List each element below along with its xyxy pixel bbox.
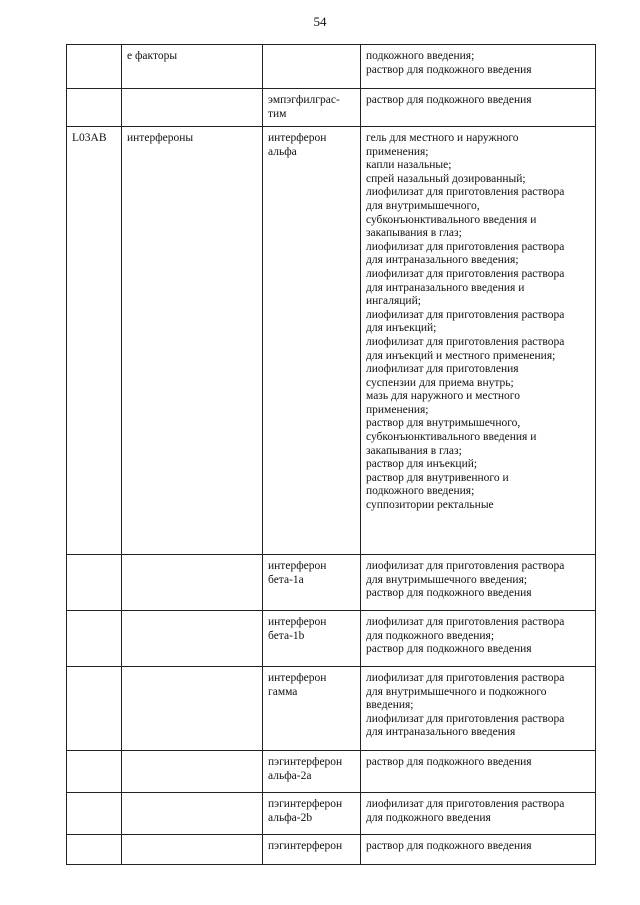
dosage-forms-cell: подкожного введения; раствор для подкожного введения (361, 45, 596, 89)
dosage-forms-cell: лиофилизат для приготовления раствора для внутримышечного и подкожного введения; лиофилизат для приготовления раствора для интраназального введения (361, 667, 596, 751)
dosage-forms-cell: лиофилизат для приготовления раствора для подкожного введения (361, 793, 596, 835)
page-number: 54 (313, 14, 327, 29)
group-name-cell (122, 555, 263, 611)
table-row (67, 555, 596, 611)
atc-code-cell (67, 667, 122, 751)
substance-name-cell: пэгинтерферон альфа-2b (263, 793, 361, 835)
dosage-forms-cell: раствор для подкожного введения (361, 751, 596, 793)
group-name-cell (122, 751, 263, 793)
group-name-cell: е факторы (122, 45, 263, 89)
substance-name-cell: интерферон бета-1b (263, 611, 361, 667)
table-row (67, 89, 596, 127)
table-row (67, 667, 596, 751)
atc-code-cell (67, 751, 122, 793)
table-row (67, 793, 596, 835)
dosage-forms-cell: лиофилизат для приготовления раствора для подкожного введения; раствор для подкожного введения (361, 611, 596, 667)
dosage-forms-cell: раствор для подкожного введения (361, 89, 596, 127)
atc-code-cell (67, 89, 122, 127)
dosage-forms-cell: лиофилизат для приготовления раствора для внутримышечного введения; раствор для подкожного введения (361, 555, 596, 611)
substance-name-cell: эмпэгфилграс- тим (263, 89, 361, 127)
dosage-forms-cell: гель для местного и наружного применения; капли назальные; спрей назальный дозированный; лиофилизат для приготовления раствора для внутримышечного, субконъюнктивального введения и закапывания в глаз; лиофилизат для приготовления раствора для интраназального введения; лиофилизат для приготовления раствора для интраназального введения и ингаляций; лиофилизат для приготовления раствора для инъекций; лиофилизат для приготовления раствора для инъекций и местного применения; лиофилизат для приготовления суспензии для приема внутрь; мазь для наружного и местного применения; раствор для внутримышечного, субконъюнктивального введения и закапывания в глаз; раствор для инъекций; раствор для внутривенного и подкожного введения; суппозитории ректальные (361, 127, 596, 555)
substance-name-cell (263, 45, 361, 89)
group-name-cell (122, 793, 263, 835)
substance-name-cell: интерферон альфа (263, 127, 361, 555)
substance-name-cell: пэгинтерферон альфа-2a (263, 751, 361, 793)
atc-code-cell (67, 45, 122, 89)
group-name-cell (122, 611, 263, 667)
table-row (67, 45, 596, 89)
table-row (67, 611, 596, 667)
atc-code-cell (67, 555, 122, 611)
group-name-cell (122, 667, 263, 751)
table-row (67, 127, 596, 555)
table-row (67, 835, 596, 865)
dosage-forms-cell: раствор для подкожного введения (361, 835, 596, 865)
substance-name-cell: интерферон бета-1a (263, 555, 361, 611)
atc-code-cell (67, 835, 122, 865)
group-name-cell: интерфероны (122, 127, 263, 555)
medication-table (66, 44, 596, 865)
atc-code-cell: L03AB (67, 127, 122, 555)
atc-code-cell (67, 793, 122, 835)
substance-name-cell: интерферон гамма (263, 667, 361, 751)
table-row (67, 751, 596, 793)
substance-name-cell: пэгинтерферон (263, 835, 361, 865)
group-name-cell (122, 89, 263, 127)
group-name-cell (122, 835, 263, 865)
atc-code-cell (67, 611, 122, 667)
